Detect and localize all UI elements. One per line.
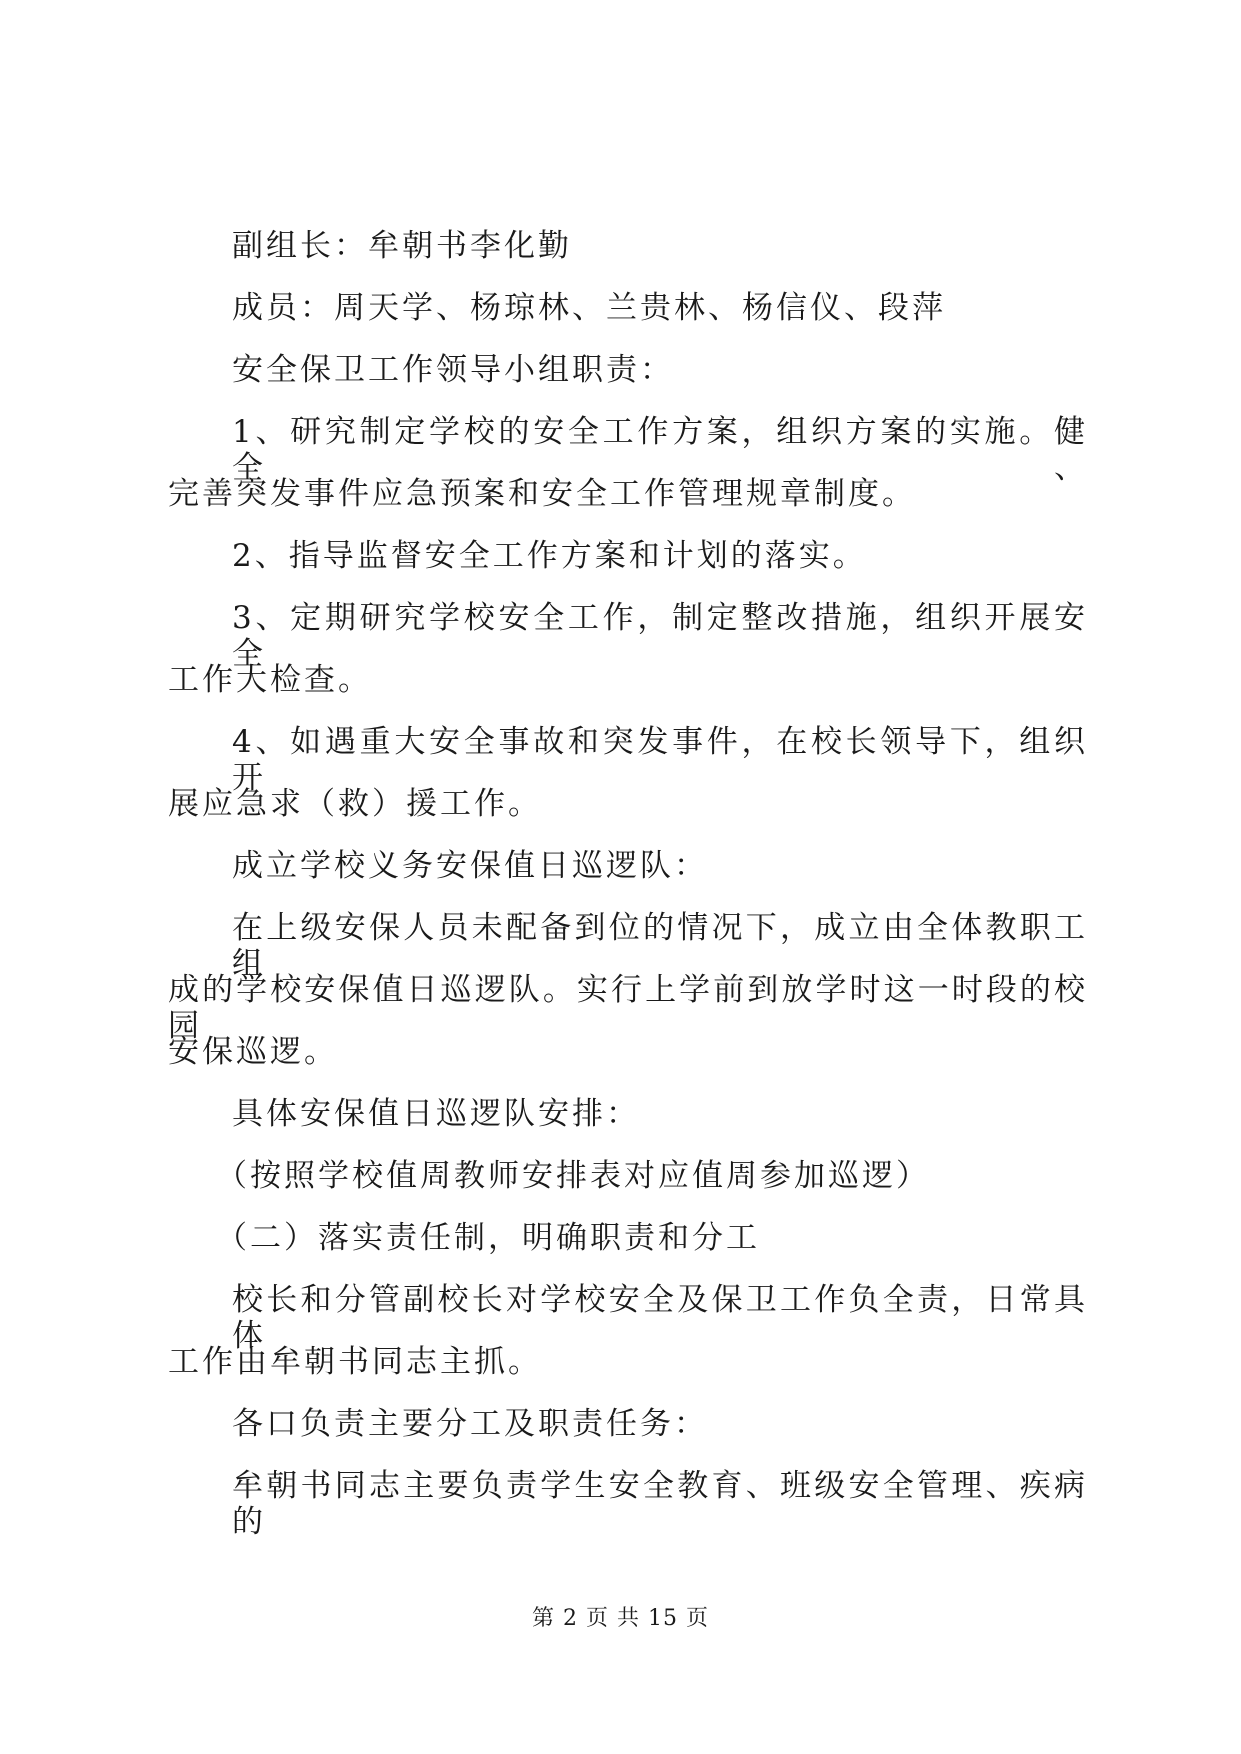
paragraph-line: （按照学校值周教师安排表对应值周参加巡逻） (216, 1158, 930, 1194)
document-body (168, 228, 1088, 1540)
paragraph-line: 3、定期研究学校安全工作，制定整改措施，组织开展安全 (232, 600, 1088, 672)
paragraph-line: 展应急求（救）援工作。 (168, 786, 542, 822)
section-heading: （二）落实责任制，明确职责和分工 (216, 1220, 760, 1256)
paragraph-line: 成立学校义务安保值日巡逻队： (232, 848, 708, 884)
paragraph-line: 具体安保值日巡逻队安排： (232, 1096, 640, 1132)
paragraph-line: 安保巡逻。 (168, 1034, 338, 1070)
paragraph-line: 成的学校安保值日巡逻队。实行上学前到放学时这一时段的校园 (168, 972, 1088, 1044)
paragraph-line: 完善突发事件应急预案和安全工作管理规章制度。 (168, 476, 916, 512)
paragraph-line: 工作由牟朝书同志主抓。 (168, 1344, 542, 1380)
paragraph-line: 2、指导监督安全工作方案和计划的落实。 (232, 538, 867, 574)
paragraph-line: 成员：周天学、杨琼林、兰贵林、杨信仪、段萍 (232, 290, 946, 326)
paragraph-line: 安全保卫工作领导小组职责： (232, 352, 674, 388)
paragraph-line: 牟朝书同志主要负责学生安全教育、班级安全管理、疾病的 (232, 1468, 1088, 1540)
paragraph-line: 4、如遇重大安全事故和突发事件，在校长领导下，组织开 (232, 724, 1088, 796)
paragraph-line: 校长和分管副校长对学校安全及保卫工作负全责，日常具体 (232, 1282, 1088, 1354)
page-number-footer: 第 2 页 共 15 页 (532, 1606, 709, 1631)
paragraph-line: 在上级安保人员未配备到位的情况下，成立由全体教职工组 (232, 910, 1088, 982)
paragraph-line: 1、研究制定学校的安全工作方案，组织方案的实施。健全、 (232, 414, 1088, 486)
paragraph-line: 各口负责主要分工及职责任务： (232, 1406, 708, 1442)
paragraph-line: 工作大检查。 (168, 662, 372, 698)
paragraph-line: 副组长：牟朝书李化勤 (232, 228, 572, 264)
